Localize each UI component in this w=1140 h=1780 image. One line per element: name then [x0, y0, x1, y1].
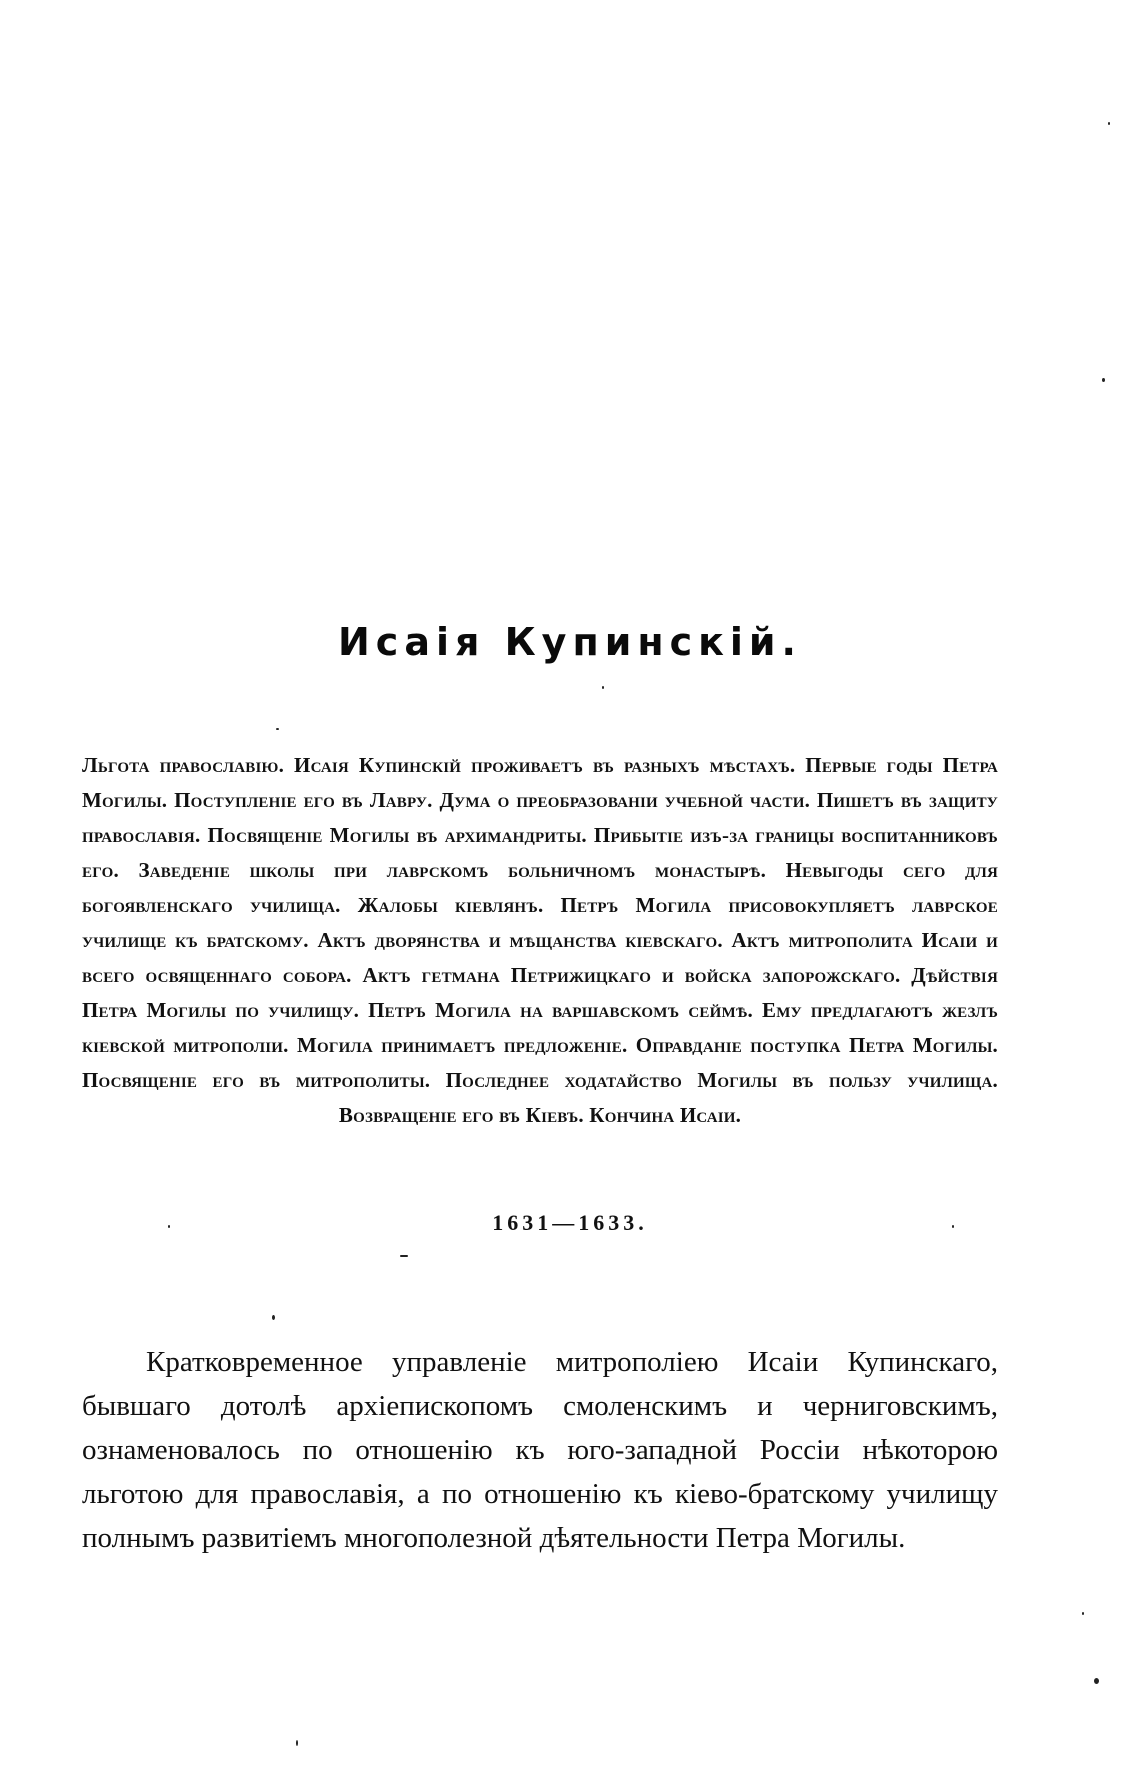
scan-speck: [1082, 1612, 1084, 1615]
scan-speck: [952, 1225, 954, 1228]
chapter-title: Исаія Купинскій.: [338, 620, 802, 664]
scan-speck: [1108, 122, 1110, 125]
scan-speck: [400, 1255, 408, 1257]
scan-speck: [1094, 1678, 1099, 1684]
scan-speck: [276, 728, 279, 730]
scan-speck: [1102, 378, 1105, 382]
year-range: 1631—1633.: [492, 1210, 648, 1235]
scan-speck: [602, 686, 604, 689]
chapter-summary: Льгота православію. Исаія Купинскій проживаетъ въ разныхъ мѣстахъ. Первые годы Петра Могилы. Поступленіе его въ Лавру. Дума о преобразованіи учебной части. Пишетъ въ защиту православія. Посвященіе Могилы въ архимандриты. Прибытіе изъ-за границы воспитанниковъ его. Заведеніе школы при лаврскомъ больничномъ монастырѣ. Невыгоды сего для богоявленскаго училища. Жалобы кіевлянъ. Петръ Могила присовокупляетъ лаврское училище къ братскому. Актъ дворянства и мѣщанства кіевскаго. Актъ митрополита Исаіи и всего освященнаго собора. Актъ гетмана Петрижицкаго и войска запорожскаго. Дѣйствія Петра Могилы по училищу. Петръ Могила на варшавскомъ сеймѣ. Ему предлагаютъ жезлъ кіевской митрополіи. Могила принимаетъ предложеніе. Оправданіе поступка Петра Могилы. Посвященіе его въ митрополиты. Последнее ходатайство Могилы въ пользу училища. Возвращеніе его въ Кіевъ. Кончина Исаіи.: [82, 753, 999, 1127]
scan-speck: [296, 1740, 298, 1746]
body-paragraph: Кратковременное управленіе митрополіею Исаіи Купинскаго, бывшаго дотолѣ архіепископомъ смоленскимъ и черниговскимъ, ознаменовалось по отношенію къ юго-западной Россіи нѣкоторою льготою для православія, а по отношенію къ кіево-братскому училищу полнымъ развитіемъ многополезной дѣятельности Петра Могилы.: [82, 1346, 998, 1554]
scan-speck: [168, 1225, 170, 1228]
scan-speck: [272, 1315, 275, 1320]
